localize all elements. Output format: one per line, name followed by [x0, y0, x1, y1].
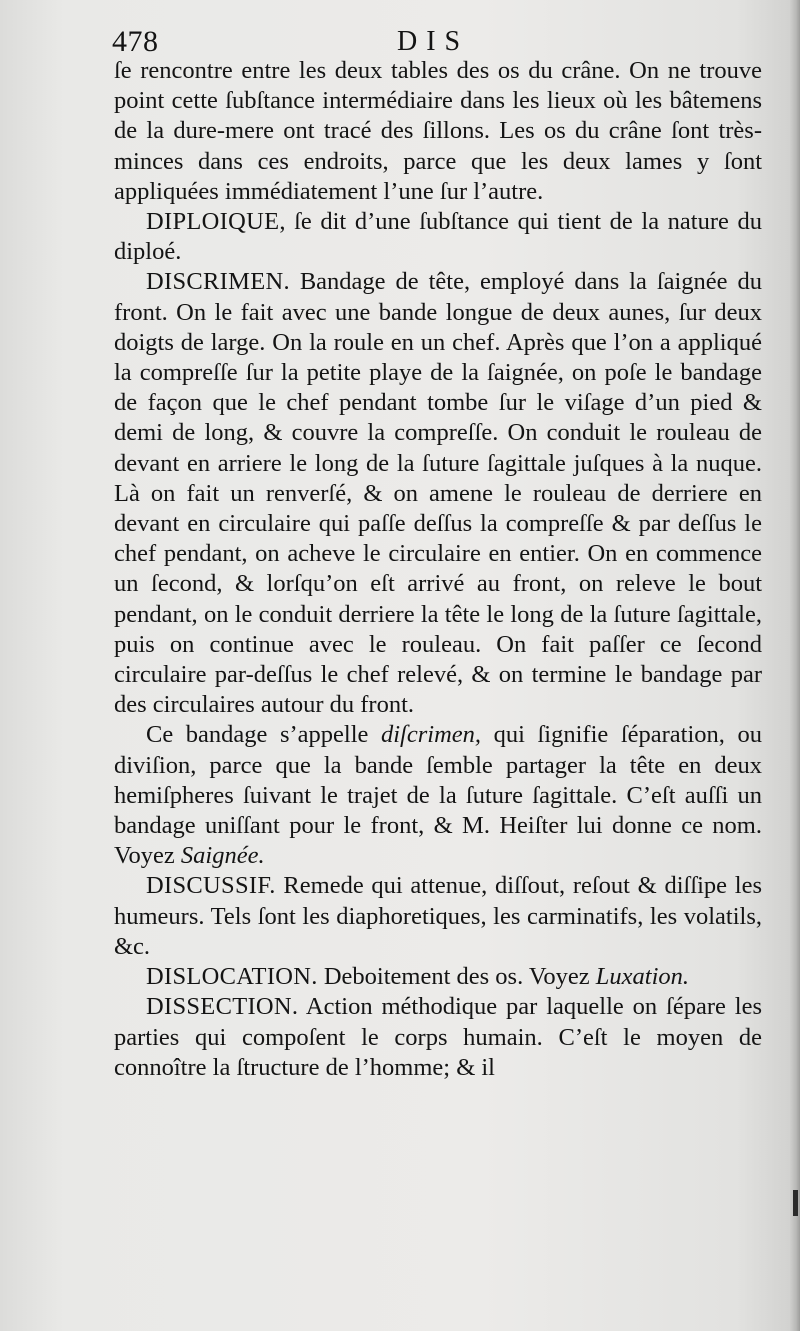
- italic-term: diſcrimen,: [381, 721, 482, 749]
- entry-text: Bandage de tête, employé dans la ſaignée du front. On le fait avec une bande longue de deux aunes, ſur deux doigts de large. On la roule en un chef. Après que l’on a appliqué la compreſſe ſur la petite playe de la ſaignée, on poſe le bandage de façon que le chef pendant tombe ſur le viſage d’un pied & demi de long, & couvre la compreſſe. On conduit le rouleau de devant en arriere le long de la ſuture ſagittale juſques à la nuque. Là on fait un renverſé, & on amene le rouleau de derriere en devant en circulaire qui paſſe deſſus la compreſſe & par deſſus le chef pendant, on acheve le circulaire en entier. On en commence un ſecond, & lorſqu’on eſt arrivé au front, on releve le bout pendant, on le conduit derriere la tête le long de la ſuture ſagittale, puis on continue avec le rouleau. On fait paſſer ce ſecond circulaire par-deſſus le chef relevé, & on termine le bandage par des circulaires autour du front.: [114, 268, 762, 719]
- page-edge-shadow: [790, 0, 800, 1331]
- entry-discrimen: [114, 267, 762, 720]
- entry-diploique: [114, 207, 762, 267]
- body-text: [114, 56, 762, 1083]
- headword: DISSECTION.: [146, 993, 299, 1021]
- entry-dissection: [114, 992, 762, 1083]
- paragraph-discrimen-2: [114, 720, 762, 871]
- cross-reference: Luxation.: [595, 963, 690, 991]
- entry-text: Remede qui attenue, diſſout, reſout & diſſipe les humeurs. Tels ſont les diaphoretiques, les carminatifs, les volatils, &c.: [114, 872, 762, 960]
- entry-dislocation: [114, 962, 762, 992]
- headword: DISCRIMEN.: [146, 268, 290, 296]
- entry-text: Action méthodique par laquelle on ſépare les parties qui compoſent le corps humain. C’eſt le moyen de connoître la ſtructure de l’homme; & il: [114, 993, 762, 1081]
- headword: DISLOCATION.: [146, 963, 318, 991]
- edge-mark: [793, 1190, 798, 1216]
- entry-discussif: [114, 871, 762, 962]
- headword: DIPLOIQUE: [146, 208, 280, 236]
- page-number: 478: [112, 25, 159, 58]
- paragraph-diploe-continuation: [114, 56, 762, 207]
- paragraph-text: qui ſignifie ſéparation, ou diviſion, parce que la bande ſemble partager la tête en deux hemiſpheres ſuivant le trajet de la ſuture ſagittale. C’eſt auſſi un bandage uniſſant pour le front, & M. Heiſter lui donne ce nom. Voyez: [114, 721, 762, 870]
- paragraph-text: Ce bandage s’appelle: [146, 721, 381, 749]
- entry-text: , ſe dit d’une ſubſtance qui tient de la nature du diploé.: [114, 208, 762, 266]
- entry-text: Deboitement des os. Voyez: [317, 963, 596, 991]
- cross-reference: Saignée.: [180, 842, 265, 870]
- headword: DISCUSSIF.: [146, 872, 276, 900]
- paragraph-text: ſe rencontre entre les deux tables des os du crâne. On ne trouve point cette ſubſtance intermédiaire dans les lieux où les bâtemens de la dure-mere ont tracé des ſillons. Les os du crâne ſont très-minces dans ces endroits, parce que les deux lames y ſont appliquées immédiatement l’une ſur l’autre.: [114, 57, 762, 205]
- running-head: DIS: [397, 26, 470, 57]
